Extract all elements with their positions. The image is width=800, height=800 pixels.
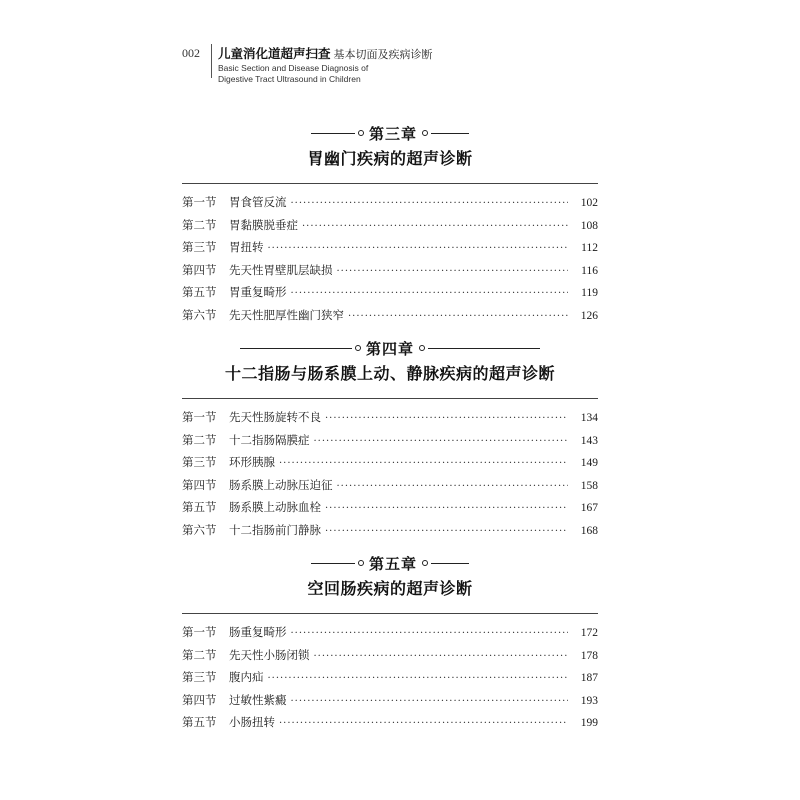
toc-list xyxy=(182,409,598,545)
dot-leader xyxy=(325,413,568,424)
dot-leader xyxy=(314,651,569,662)
ornament-right xyxy=(419,130,469,136)
dot-leader xyxy=(279,458,568,469)
ornament-right xyxy=(416,345,540,351)
chapter-label-row xyxy=(182,337,598,359)
dot-leader xyxy=(348,311,568,322)
section-title: 小肠扭转 xyxy=(229,715,275,730)
toc-entry[interactable] xyxy=(182,194,598,217)
book-title-cn: 儿童消化道超声扫查 xyxy=(218,46,331,61)
section-number: 第六节 xyxy=(182,307,217,322)
chapter-4 xyxy=(182,337,598,545)
section-number: 第四节 xyxy=(182,262,217,277)
dot-leader xyxy=(291,288,569,299)
ornament-right xyxy=(419,560,469,566)
toc-list xyxy=(182,624,598,737)
toc-entry[interactable] xyxy=(182,647,598,670)
toc-list xyxy=(182,194,598,330)
section-title: 过敏性紫癜 xyxy=(229,692,287,707)
section-title: 胃食管反流 xyxy=(229,195,287,209)
dot-leader xyxy=(279,718,568,729)
section-title: 胃扭转 xyxy=(229,240,264,255)
section-title: 肠重复畸形 xyxy=(229,625,287,639)
chapter-label-row xyxy=(182,552,598,574)
toc-entry[interactable] xyxy=(182,477,598,500)
header-divider xyxy=(211,44,212,78)
toc-entry[interactable] xyxy=(182,499,598,522)
section-number: 第二节 xyxy=(182,217,217,232)
section-title: 先天性胃壁肌层缺损 xyxy=(229,262,333,277)
toc-entry[interactable] xyxy=(182,624,598,647)
section-page: 108 xyxy=(580,219,598,232)
section-title: 胃黏膜脱垂症 xyxy=(229,217,298,232)
dot-leader xyxy=(314,436,569,447)
chapter-label-row xyxy=(182,122,598,144)
section-number: 第四节 xyxy=(182,477,217,492)
chapter-label: 第五章 xyxy=(368,554,417,573)
section-number: 第二节 xyxy=(182,432,217,447)
section-title: 先天性肥厚性幽门狭窄 xyxy=(229,307,344,322)
ornament-left xyxy=(311,560,367,566)
dot-leader xyxy=(337,481,569,492)
dot-leader xyxy=(268,673,569,684)
dot-leader xyxy=(302,221,568,232)
toc-entry[interactable] xyxy=(182,714,598,737)
dot-leader xyxy=(325,503,568,514)
toc-entry[interactable] xyxy=(182,262,598,285)
toc-entry[interactable] xyxy=(182,284,598,307)
section-page: 168 xyxy=(580,524,598,537)
toc-entry[interactable] xyxy=(182,522,598,545)
section-page: 126 xyxy=(580,309,598,322)
chapter-heading xyxy=(182,337,598,384)
section-page: 116 xyxy=(581,264,598,277)
section-title: 肠系膜上动脉血栓 xyxy=(229,500,321,515)
chapter-rule xyxy=(182,613,598,614)
chapter-title: 空回肠疾病的超声诊断 xyxy=(307,579,473,598)
section-title: 胃重复畸形 xyxy=(229,285,287,300)
section-number: 第一节 xyxy=(182,410,217,424)
toc-entry[interactable] xyxy=(182,669,598,692)
section-title: 十二指肠隔膜症 xyxy=(229,432,310,447)
book-title-en-line1: Basic Section and Disease Diagnosis of xyxy=(218,63,369,73)
ornament-left xyxy=(240,345,364,351)
chapter-label: 第三章 xyxy=(368,124,417,143)
section-number: 第一节 xyxy=(182,195,217,209)
section-page: 119 xyxy=(581,287,598,300)
toc-entry[interactable] xyxy=(182,217,598,240)
section-page: 172 xyxy=(580,627,598,639)
chapter-title: 十二指肠与肠系膜上动、静脉疾病的超声诊断 xyxy=(224,364,555,383)
chapter-title: 胃幽门疾病的超声诊断 xyxy=(307,149,473,168)
toc-entry[interactable] xyxy=(182,454,598,477)
ornament-left xyxy=(311,130,367,136)
section-page: 134 xyxy=(580,412,598,424)
dot-leader xyxy=(291,696,569,707)
page-number: 002 xyxy=(182,46,200,60)
section-page: 167 xyxy=(580,502,598,515)
section-title: 肠系膜上动脉压迫征 xyxy=(229,477,333,492)
toc-entry[interactable] xyxy=(182,692,598,715)
section-page: 187 xyxy=(580,672,598,685)
toc-entry[interactable] xyxy=(182,432,598,455)
section-page: 143 xyxy=(580,434,598,447)
header-titles xyxy=(218,43,433,84)
section-page: 158 xyxy=(580,479,598,492)
section-number: 第五节 xyxy=(182,715,217,730)
toc-entry[interactable] xyxy=(182,307,598,330)
section-title: 十二指肠前门静脉 xyxy=(229,522,321,537)
section-number: 第一节 xyxy=(182,625,217,639)
book-title-en-line2: Digestive Tract Ultrasound in Children xyxy=(218,74,361,84)
dot-leader xyxy=(291,628,569,639)
section-page: 149 xyxy=(580,457,598,470)
section-title: 环形胰腺 xyxy=(229,455,275,470)
chapter-rule xyxy=(182,183,598,184)
section-page: 112 xyxy=(581,242,598,255)
section-number: 第三节 xyxy=(182,670,217,685)
dot-leader xyxy=(268,243,569,254)
dot-leader xyxy=(325,526,568,537)
book-subtitle-cn: 基本切面及疾病诊断 xyxy=(333,48,433,61)
section-title: 先天性小肠闭锁 xyxy=(229,647,310,662)
chapter-rule xyxy=(182,398,598,399)
section-page: 102 xyxy=(580,197,598,209)
section-title: 先天性肠旋转不良 xyxy=(229,410,321,424)
section-page: 178 xyxy=(580,649,598,662)
dot-leader xyxy=(291,198,569,209)
chapter-3 xyxy=(182,122,598,330)
section-title: 腹内疝 xyxy=(229,670,264,685)
toc-entry[interactable] xyxy=(182,409,598,432)
chapter-5 xyxy=(182,552,598,737)
section-number: 第三节 xyxy=(182,455,217,470)
chapter-heading xyxy=(182,552,598,599)
section-page: 193 xyxy=(580,694,598,707)
section-number: 第五节 xyxy=(182,500,217,515)
chapter-label: 第四章 xyxy=(365,339,414,358)
section-page: 199 xyxy=(580,717,598,730)
section-number: 第六节 xyxy=(182,522,217,537)
dot-leader xyxy=(337,266,569,277)
section-number: 第二节 xyxy=(182,647,217,662)
toc-entry[interactable] xyxy=(182,239,598,262)
section-number: 第三节 xyxy=(182,240,217,255)
section-number: 第四节 xyxy=(182,692,217,707)
chapter-heading xyxy=(182,122,598,169)
section-number: 第五节 xyxy=(182,285,217,300)
